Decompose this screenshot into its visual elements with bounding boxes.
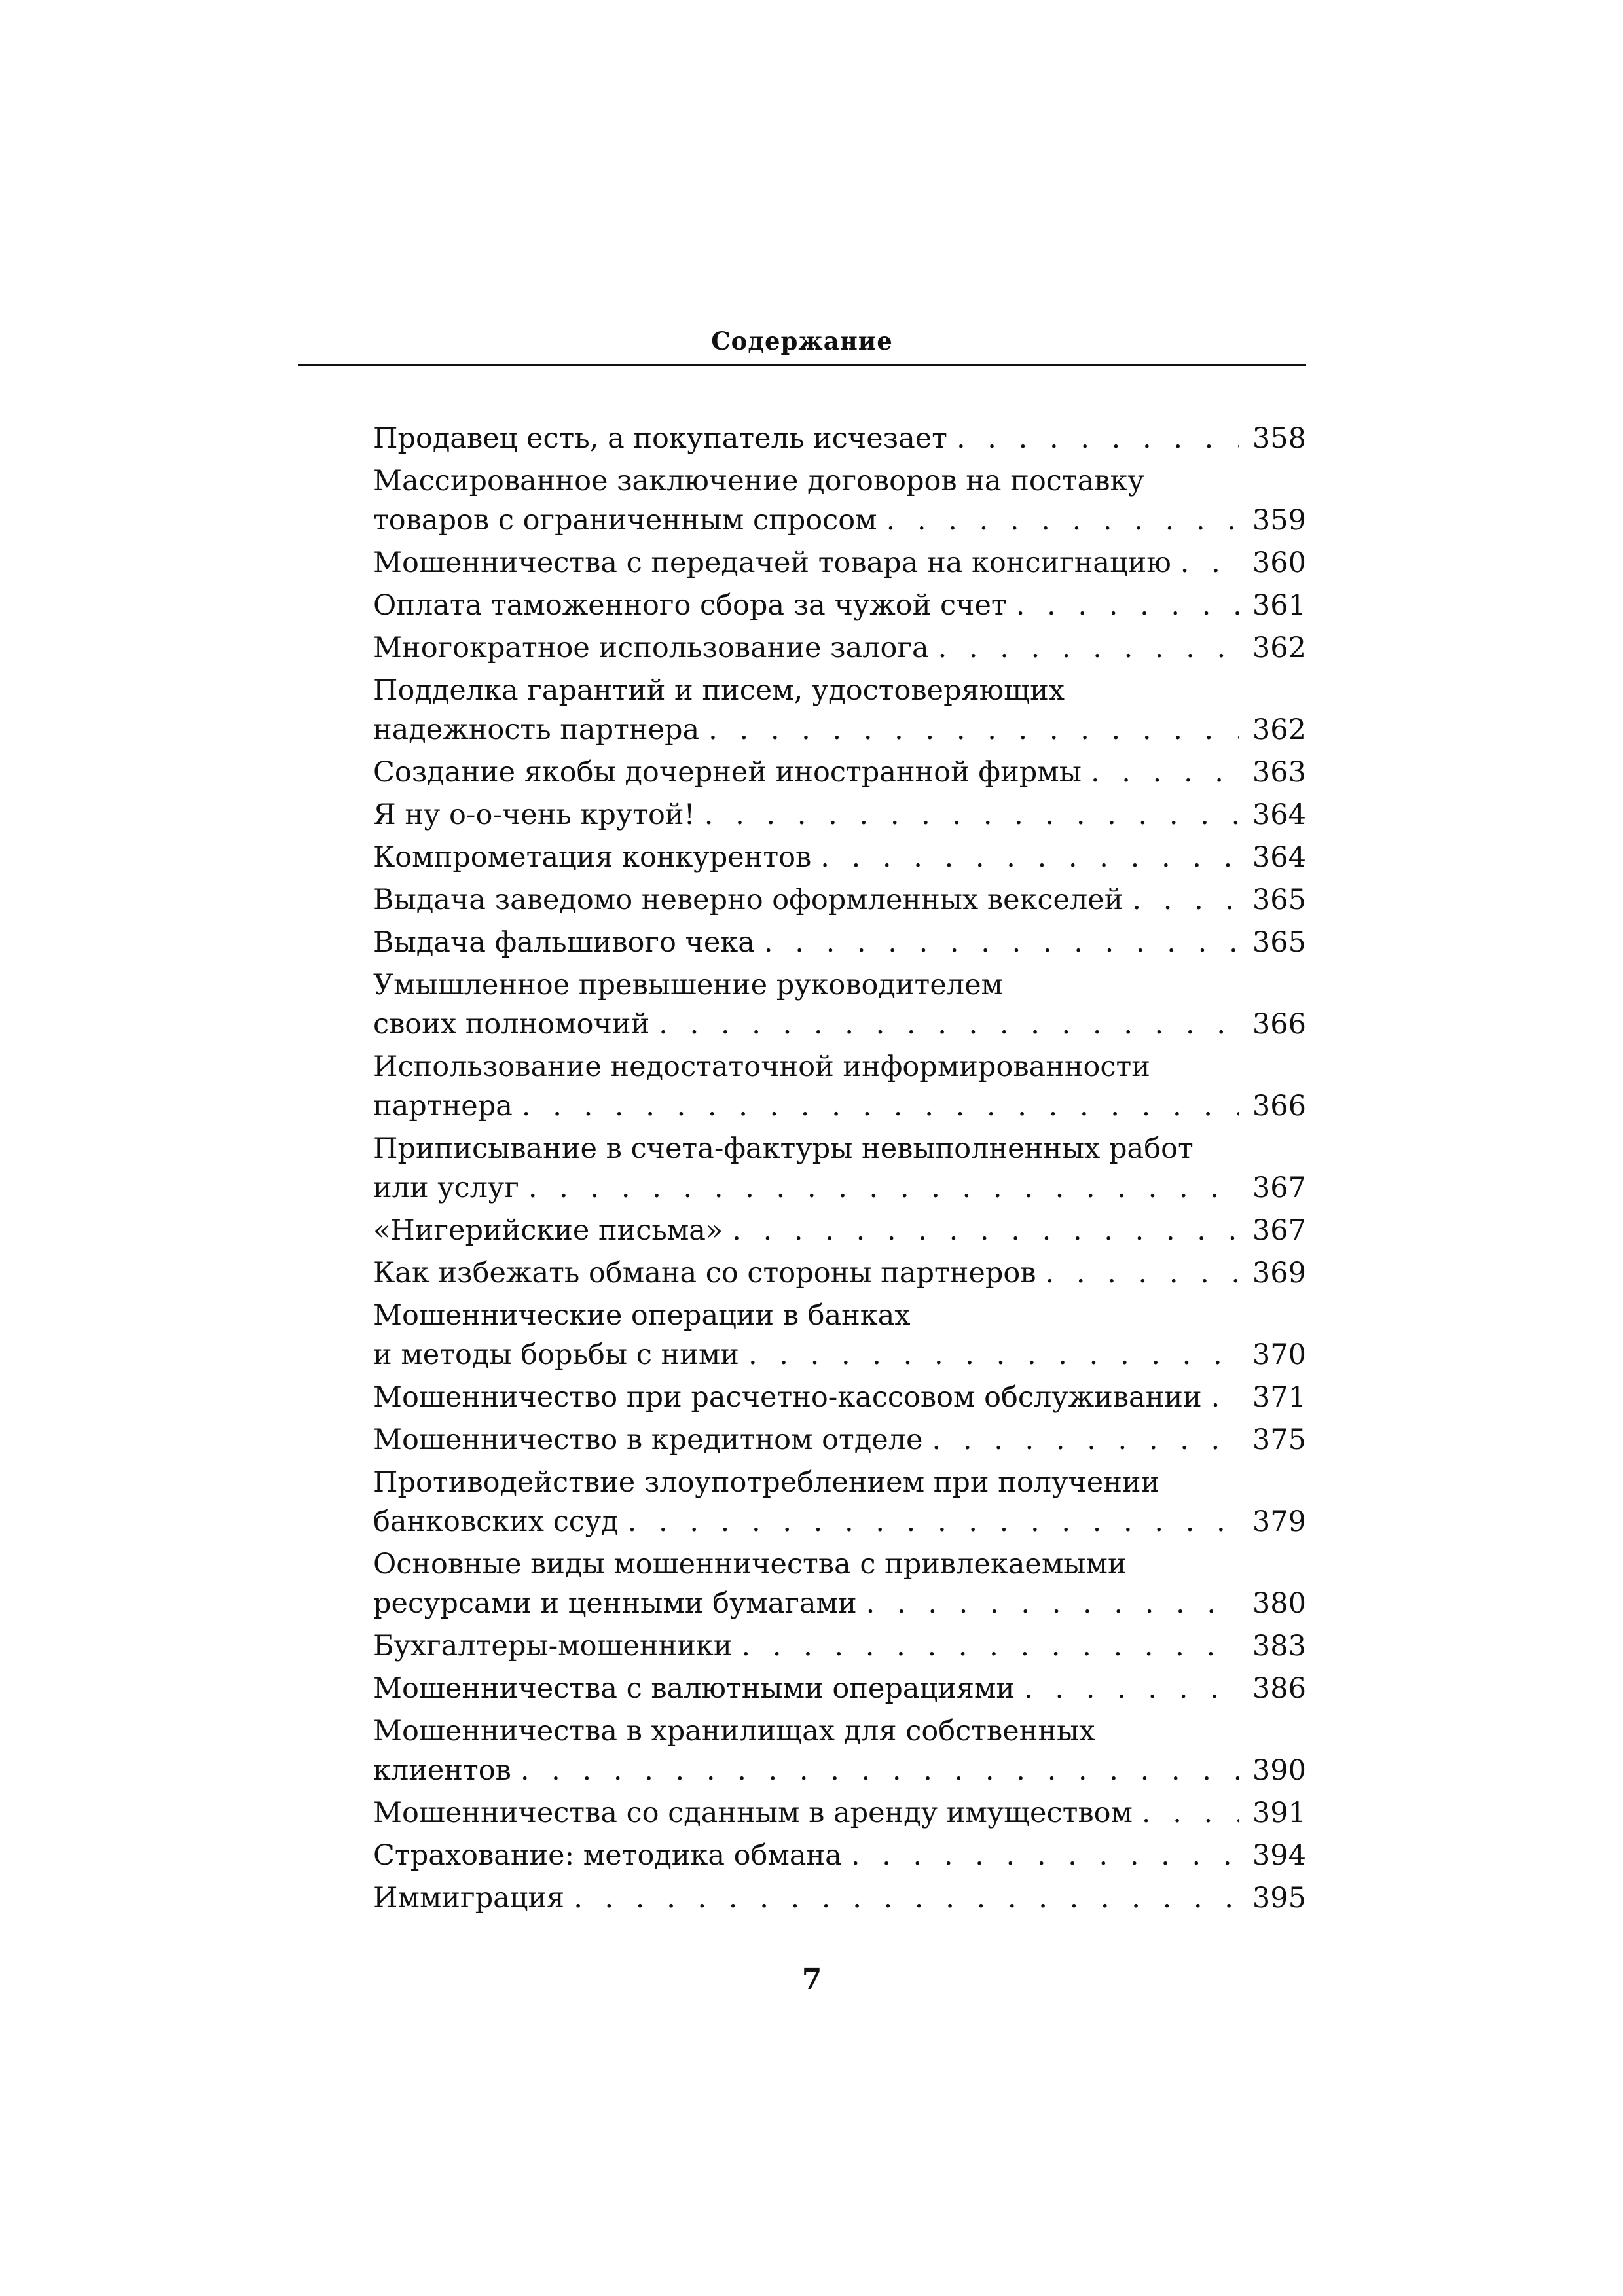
toc-entry[interactable]	[373, 1296, 1306, 1374]
dot-leader	[1024, 1669, 1239, 1708]
toc-entry-title: Я ну о-о-чень крутой!	[373, 798, 695, 831]
dot-leader	[520, 1751, 1239, 1790]
toc-entry[interactable]	[373, 1836, 1306, 1875]
toc-entry-line	[373, 1420, 1306, 1460]
toc-entry-title: Мошенничества со сданным в аренду имуществом	[373, 1797, 1133, 1829]
toc-entry-line	[373, 1626, 1306, 1666]
dot-leader	[659, 1005, 1239, 1044]
toc-entry[interactable]	[373, 1047, 1306, 1126]
toc-page-number: 367	[1252, 1172, 1306, 1204]
toc-entry-line	[373, 1793, 1306, 1833]
toc-entry-line	[373, 880, 1306, 920]
dot-leader	[574, 1878, 1239, 1918]
toc-entry[interactable]	[373, 1253, 1306, 1293]
toc-entry-title: Страхование: методика обмана	[373, 1839, 842, 1872]
dot-leader	[1211, 1378, 1239, 1417]
dot-leader	[748, 1335, 1239, 1374]
toc-entry-line	[373, 923, 1306, 962]
toc-entry-title: Иммиграция	[373, 1882, 565, 1914]
toc-entry[interactable]	[373, 1545, 1306, 1623]
toc-entry-title: Мошенничества с валютными операциями	[373, 1672, 1015, 1705]
toc-page-number: 379	[1252, 1505, 1306, 1538]
toc-page-number: 361	[1252, 589, 1306, 622]
toc-page-number: 395	[1252, 1882, 1306, 1914]
toc-entry[interactable]	[373, 838, 1306, 877]
toc-entry[interactable]	[373, 795, 1306, 834]
toc-page-number: 371	[1252, 1381, 1306, 1414]
toc-page-number: 375	[1252, 1424, 1306, 1456]
table-of-contents	[373, 419, 1306, 1921]
toc-entry[interactable]	[373, 923, 1306, 962]
toc-entry[interactable]	[373, 1626, 1306, 1666]
toc-entry[interactable]	[373, 1463, 1306, 1541]
toc-entry-title: Бухгалтеры-мошенники	[373, 1630, 733, 1662]
toc-entry-line	[373, 838, 1306, 877]
dot-leader	[522, 1086, 1239, 1126]
toc-entry[interactable]	[373, 543, 1306, 583]
toc-page-number: 366	[1252, 1090, 1306, 1122]
dot-leader	[1180, 543, 1239, 583]
toc-entry[interactable]	[373, 1211, 1306, 1250]
toc-entry[interactable]	[373, 461, 1306, 540]
toc-page-number: 359	[1252, 504, 1306, 537]
toc-page-number: 364	[1252, 841, 1306, 874]
toc-entry[interactable]	[373, 965, 1306, 1044]
toc-entry-title-continued: банковских ссуд	[373, 1505, 619, 1538]
page-number: 7	[801, 1963, 822, 1996]
toc-entry-title: Противодействие злоупотреблением при получении	[373, 1466, 1160, 1499]
toc-entry[interactable]	[373, 419, 1306, 458]
toc-page-number: 391	[1252, 1797, 1306, 1829]
toc-entry-line	[373, 1378, 1306, 1417]
toc-entry-line	[373, 628, 1306, 668]
toc-entry-title-continued: надежность партнера	[373, 713, 700, 746]
toc-entry-title-continued: партнера	[373, 1090, 513, 1122]
toc-entry-line	[373, 1669, 1306, 1708]
toc-page-number: 394	[1252, 1839, 1306, 1872]
dot-leader	[820, 838, 1239, 877]
toc-entry-title-continued: клиентов	[373, 1754, 511, 1787]
dot-leader	[1046, 1253, 1240, 1293]
dot-leader	[866, 1584, 1239, 1623]
toc-entry-title: Основные виды мошенничества с привлекаемыми	[373, 1548, 1127, 1581]
toc-entry-title: Оплата таможенного сбора за чужой счет	[373, 589, 1007, 622]
toc-entry[interactable]	[373, 880, 1306, 920]
toc-entry[interactable]	[373, 1712, 1306, 1790]
toc-page-number: 360	[1252, 547, 1306, 579]
dot-leader	[764, 923, 1239, 962]
toc-entry-title: Подделка гарантий и писем, удостоверяющих	[373, 674, 1065, 707]
toc-entry-line	[373, 1878, 1306, 1918]
toc-entry[interactable]	[373, 586, 1306, 625]
toc-entry-title: Выдача заведомо неверно оформленных векселей	[373, 884, 1123, 916]
dot-leader	[1142, 1793, 1239, 1833]
toc-entry[interactable]	[373, 753, 1306, 792]
dot-leader	[732, 1211, 1239, 1250]
toc-entry-line	[373, 1751, 1306, 1790]
dot-leader	[957, 419, 1239, 458]
toc-entry-line	[373, 1086, 1306, 1126]
toc-entry[interactable]	[373, 1878, 1306, 1918]
toc-entry-line	[373, 1005, 1306, 1044]
dot-leader	[528, 1168, 1239, 1208]
toc-entry-title: Выдача фальшивого чека	[373, 926, 755, 959]
toc-entry-title-continued: товаров с ограниченным спросом	[373, 504, 877, 537]
toc-entry[interactable]	[373, 671, 1306, 749]
toc-page-number: 369	[1252, 1257, 1306, 1289]
toc-entry-title-continued: ресурсами и ценными бумагами	[373, 1587, 857, 1620]
toc-entry-line	[373, 1168, 1306, 1208]
toc-entry-title: Как избежать обмана со стороны партнеров	[373, 1257, 1036, 1289]
toc-page-number: 366	[1252, 1008, 1306, 1041]
dot-leader	[886, 501, 1239, 540]
toc-page-number: 390	[1252, 1754, 1306, 1787]
toc-page-number: 380	[1252, 1587, 1306, 1620]
toc-entry-title: Массированное заключение договоров на поставку	[373, 465, 1144, 497]
toc-page-number: 362	[1252, 713, 1306, 746]
toc-entry[interactable]	[373, 628, 1306, 668]
toc-entry-title-continued: или услуг	[373, 1172, 519, 1204]
toc-entry-title: Многократное использование залога	[373, 632, 929, 664]
toc-page-number: 370	[1252, 1338, 1306, 1371]
toc-entry-title: Приписывание в счета-фактуры невыполненных работ	[373, 1132, 1194, 1165]
toc-page-number: 365	[1252, 884, 1306, 916]
toc-entry-line	[373, 1253, 1306, 1293]
dot-leader	[704, 795, 1239, 834]
toc-entry-line	[373, 543, 1306, 583]
toc-entry[interactable]	[373, 1793, 1306, 1833]
toc-entry-title: Использование недостаточной информированности	[373, 1050, 1150, 1083]
toc-entry-line	[373, 1335, 1306, 1374]
toc-entry-title-continued: своих полномочий	[373, 1008, 650, 1041]
toc-entry[interactable]	[373, 1669, 1306, 1708]
toc-entry-title: Мошенничества в хранилищах для собственных	[373, 1715, 1095, 1748]
toc-entry-title: Создание якобы дочерней иностранной фирмы	[373, 756, 1082, 789]
toc-entry-title: Мошенничества с передачей товара на консигнацию	[373, 547, 1171, 579]
dot-leader	[741, 1626, 1239, 1666]
toc-entry-line	[373, 501, 1306, 540]
dot-leader	[851, 1836, 1239, 1875]
toc-entry[interactable]	[373, 1129, 1306, 1208]
toc-page-number: 362	[1252, 632, 1306, 664]
dot-leader	[932, 1420, 1239, 1460]
toc-page-number: 365	[1252, 926, 1306, 959]
header-rule	[298, 364, 1306, 366]
dot-leader	[1091, 753, 1239, 792]
toc-page-number: 363	[1252, 756, 1306, 789]
toc-entry-line	[373, 795, 1306, 834]
toc-entry-line	[373, 1211, 1306, 1250]
toc-entry-title: «Нигерийские письма»	[373, 1214, 723, 1247]
toc-entry-line	[373, 753, 1306, 792]
toc-page-number: 358	[1252, 422, 1306, 455]
toc-entry[interactable]	[373, 1378, 1306, 1417]
dot-leader	[1016, 586, 1239, 625]
toc-entry-line	[373, 1836, 1306, 1875]
toc-entry-title: Продавец есть, а покупатель исчезает	[373, 422, 947, 455]
toc-entry[interactable]	[373, 1420, 1306, 1460]
toc-entry-line	[373, 1502, 1306, 1541]
toc-entry-title: Мошеннические операции в банках	[373, 1299, 911, 1332]
toc-entry-title: Мошенничество при расчетно-кассовом обслуживании	[373, 1381, 1202, 1414]
toc-entry-line	[373, 586, 1306, 625]
dot-leader	[938, 628, 1239, 668]
dot-leader	[628, 1502, 1239, 1541]
toc-page-number: 386	[1252, 1672, 1306, 1705]
dot-leader	[708, 710, 1239, 749]
dot-leader	[1132, 880, 1239, 920]
running-header-title: Содержание	[711, 327, 893, 355]
toc-entry-title: Мошенничество в кредитном отделе	[373, 1424, 923, 1456]
toc-entry-line	[373, 419, 1306, 458]
toc-entry-title: Компрометация конкурентов	[373, 841, 812, 874]
toc-page-number: 367	[1252, 1214, 1306, 1247]
toc-entry-title-continued: и методы борьбы с ними	[373, 1338, 739, 1371]
toc-entry-line	[373, 1584, 1306, 1623]
toc-entry-title: Умышленное превышение руководителем	[373, 969, 1003, 1001]
toc-page-number: 364	[1252, 798, 1306, 831]
toc-entry-line	[373, 710, 1306, 749]
toc-page-number: 383	[1252, 1630, 1306, 1662]
